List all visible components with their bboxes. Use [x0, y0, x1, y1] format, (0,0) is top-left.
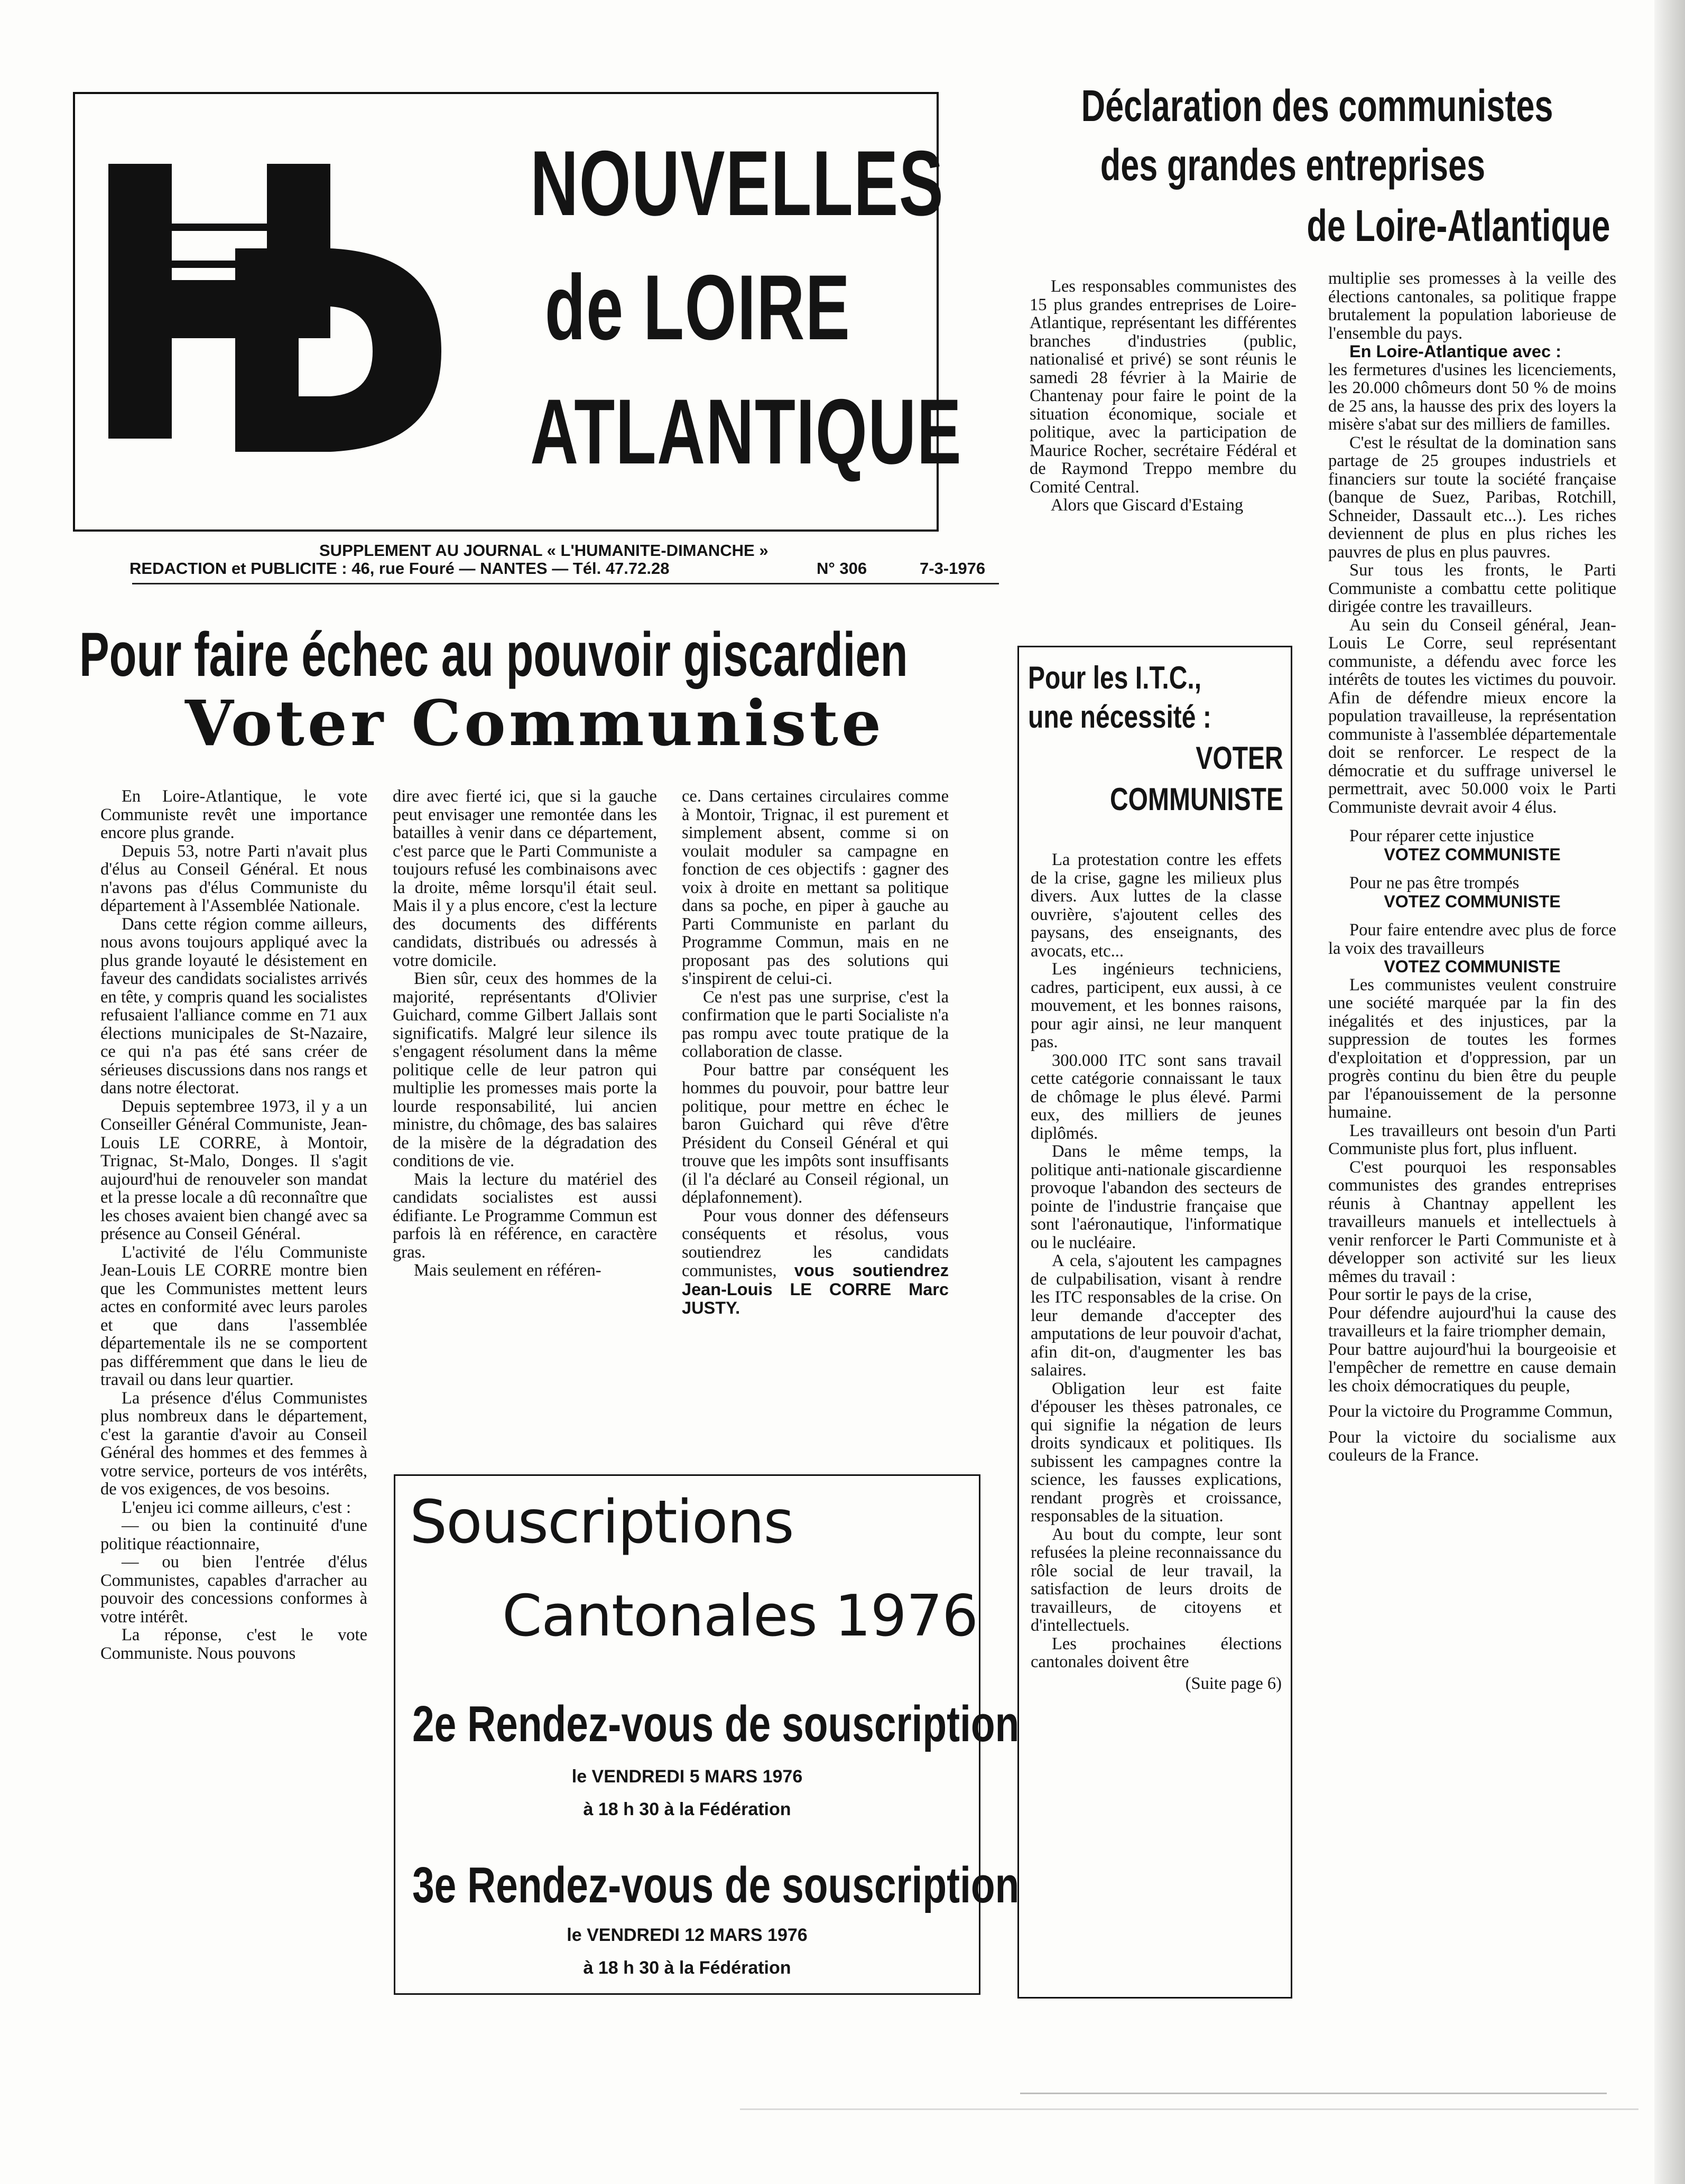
votez-communiste: VOTEZ COMMUNISTE	[1384, 844, 1561, 864]
paragraph: Au bout du compte, leur sont refusées la pleine reconnaissance du rôle social de leur travail, la satisfaction de leurs droits de travailleurs, de citoyens et d'intellectuels.	[1031, 1525, 1282, 1635]
paragraph-text: Pour vous donner des défenseurs conséquents et résolus, vous soutiendrez les candidats communistes,	[682, 1206, 949, 1280]
candidates-names: vous soutiendrez Jean-Louis LE CORRE Marc JUSTY.	[682, 1261, 949, 1317]
declaration-title-2: des grandes entreprises	[1100, 140, 1485, 190]
paragraph: Sur tous les fronts, le Parti Communiste a combattu cette politique dirigée contre les travailleurs.	[1328, 561, 1616, 616]
main-subhead: Voter Communiste	[185, 686, 885, 760]
masthead-title-2: de LOIRE	[544, 256, 851, 359]
masthead-title-1: NOUVELLES	[530, 132, 945, 235]
paragraph: La présence d'élus Communistes plus nombreux dans le département, c'est la garantie d'avoir au Conseil Général des hommes et des femmes à votre service, porteurs de vos intérêts, de vos exigences, de vos besoins.	[100, 1388, 367, 1499]
paragraph: C'est pourquoi les responsables communistes des grandes entreprises réunis à Chantnay appellent les travailleurs manuels et intellectuels à venir renforcer le Parti Communiste et à développer son activité sur les lieux mêmes du travail :	[1328, 1157, 1616, 1286]
redaction-line: REDACTION et PUBLICITE : 46, rue Fouré — NANTES — Tél. 47.72.28	[129, 559, 670, 578]
paragraph: En Loire-Atlantique, le vote Communiste revêt une importance encore plus grande.	[100, 787, 367, 842]
rdv3-place: à 18 h 30 à la Fédération	[583, 1958, 791, 1978]
declaration-column-2	[1328, 269, 1616, 1465]
paragraph: 300.000 ITC sont sans travail cette catégorie connaissant le taux de chômage le plus élevé. Parmi eux, des milliers de jeunes diplômés.	[1031, 1051, 1282, 1143]
paragraph: Pour défendre aujourd'hui la cause des travailleurs et la faire triompher demain,	[1328, 1303, 1616, 1341]
hd-logo	[108, 148, 441, 454]
masthead-rule	[132, 583, 999, 584]
paragraph: Les prochaines élections cantonales doivent être	[1031, 1634, 1282, 1671]
paragraph: L'enjeu ici comme ailleurs, c'est :	[122, 1498, 351, 1517]
itc-text	[1031, 851, 1282, 1693]
paragraph: Pour battre par conséquent les hommes du pouvoir, pour battre leur politique, pour mettre en échec le baron Guichard qui rêve d'être Président du Conseil Général et qui trouve que les impôts sont insuffisants (il l'a déclaré au Conseil régional, un déplafonnement).	[682, 1060, 949, 1207]
paragraph: Mais seulement en référen-	[414, 1261, 601, 1280]
paragraph: Ce n'est pas une surprise, c'est la confirmation que le parti Socialiste n'a pas rompu avec toute pratique de la collaboration de classe.	[682, 987, 949, 1061]
paragraph: L'activité de l'élu Communiste Jean-Louis LE CORRE montre bien que les Communistes mettent leurs actes en conformité avec leurs paroles et que dans l'assemblée départementale ils ne se comportent pas différemment que dans le lieu de travail ou dans leur quartier.	[100, 1242, 367, 1389]
paragraph: Depuis 53, notre Parti n'avait plus d'élus au Conseil Général. Et nous n'avons pas d'élus Communiste du département à l'Assemblée Nationale.	[100, 841, 367, 915]
paragraph: les fermetures d'usines les licenciements, les 20.000 chômeurs dont 50 % de moins de 25 ans, la hausse des prix des loyers la misère s'abat sur des milliers de familles.	[1328, 360, 1616, 434]
rdv2-place: à 18 h 30 à la Fédération	[583, 1799, 791, 1819]
paragraph	[682, 1207, 949, 1318]
scan-line	[740, 2108, 1638, 2110]
rdv2-title: 2e Rendez-vous de souscription	[412, 1696, 1020, 1752]
paragraph: Dans cette région comme ailleurs, nous avons toujours appliqué avec la plus grande loyauté le désistement en faveur des candidats socialistes arrivés en tête, y compris quand les socialistes refusaient l'alliance comme en 71 aux élections municipales de St-Nazaire, ce qui n'a pas été sans créer de sérieuses discussions dans nos rangs et dans notre électorat.	[100, 914, 367, 1098]
supplement-line: SUPPLEMENT AU JOURNAL « L'HUMANITE-DIMANCHE »	[319, 541, 769, 560]
souscriptions-title: Souscriptions	[410, 1488, 793, 1557]
paragraph: Les ingénieurs techniciens, cadres, participent, eux aussi, à ce mouvement, et les bonnes raisons, pour agir ainsi, ne leur manquent pas.	[1031, 960, 1282, 1052]
paragraph: multiplie ses promesses à la veille des élections cantonales, sa politique frappe brutalement la population laborieuse de l'ensemble du pays.	[1328, 269, 1616, 343]
paragraph: Pour sortir le pays de la crise,	[1328, 1285, 1532, 1304]
issue-date: 7-3-1976	[920, 559, 986, 578]
main-column-1	[100, 787, 367, 1662]
rdv2-date: le VENDREDI 5 MARS 1976	[571, 1767, 803, 1787]
page-edge	[1654, 0, 1685, 2184]
votez-communiste: VOTEZ COMMUNISTE	[1384, 957, 1561, 976]
paragraph: Mais la lecture du matériel des candidats socialistes est aussi édifiante. Le Programme Commun est parfois là en référence, en caractère gras.	[393, 1169, 657, 1262]
itc-title-2: une nécessité :	[1028, 699, 1211, 735]
paragraph: Pour ne pas être trompés	[1349, 873, 1520, 893]
masthead-title-3: ATLANTIQUE	[530, 380, 962, 484]
itc-title-3: VOTER	[1196, 740, 1283, 776]
paragraph: Pour la victoire du Programme Commun,	[1328, 1402, 1613, 1421]
paragraph: Pour faire entendre avec plus de force la voix des travailleurs	[1328, 921, 1616, 958]
paragraph: Pour la victoire du socialisme aux couleurs de la France.	[1328, 1427, 1616, 1465]
paragraph: — ou bien l'entrée d'élus Communistes, capables d'arracher au pouvoir des concessions conformes à votre intérêt.	[100, 1553, 367, 1627]
itc-title-4: COMMUNISTE	[1110, 782, 1283, 817]
main-column-3	[682, 787, 949, 1318]
rdv3-title: 3e Rendez-vous de souscription	[412, 1857, 1020, 1913]
paragraph: La protestation contre les effets de la crise, gagne les milieux plus divers. Aux luttes de la classe ouvrière, s'ajoutent celles des paysans, des enseignants, des avocats, etc...	[1031, 850, 1282, 961]
rdv3-date: le VENDREDI 12 MARS 1976	[567, 1925, 808, 1945]
paragraph: Les travailleurs ont besoin d'un Parti Communiste plus fort, plus influent.	[1328, 1121, 1616, 1158]
paragraph: dire avec fierté ici, que si la gauche peut envisager une remontée dans les batailles à venir dans ce département, c'est parce que le Parti Communiste a toujours refusé les combinaisons avec la droite, même lorsqu'il était seul. Mais il y a plus encore, c'est la lecture des documents des différents candidats, distribués ou adressés à votre domicile.	[393, 787, 657, 970]
paragraph: Au sein du Conseil général, Jean-Louis Le Corre, seul représentant communiste, a défendu avec force les intérêts de toutes les victimes du pouvoir. Afin de défendre mieux encore la population travailleuse, la représentation communiste à l'assemblée départementale doit se renforcer. Le respect de la démocratie et du suffrage universel le permettrait, avec 50.000 voix le Parti Communiste devrait avoir 4 élus.	[1328, 615, 1616, 817]
paragraph: Dans le même temps, la politique anti-nationale giscardienne provoque l'abandon des secteurs de pointe de l'industrie française que sont l'aéronautique, l'informatique ou le nucléaire.	[1031, 1142, 1282, 1252]
main-column-2	[393, 787, 657, 1280]
paragraph: Les responsables communistes des 15 plus grandes entreprises de Loire-Atlantique, représentant les différentes branches d'industries (public, nationalisé et privé) se sont réunis le samedi 28 février à la Mairie de Chantenay pour faire le point de la situation économique, sociale et politique, avec la participation de Maurice Rocher, secrétaire Fédéral et de Raymond Treppo membre du Comité Central.	[1030, 277, 1297, 497]
paragraph: Obligation leur est faite d'épouser les thèses patronales, ce qui signifie la négation de leurs droits syndicaux et politiques. Ils subissent les campagnes contre la science, les fausses explications, rendant progrès et croissance, responsables de la situation.	[1031, 1379, 1282, 1526]
paragraph: Depuis septembree 1973, il y a un Conseiller Général Communiste, Jean-Louis LE CORRE, à Montoir, Trignac, St-Malo, Donges. Il s'agit aujourd'hui de renouveler son mandat et la presse locale a dû reconnaître que les choses avaient bien changé avec sa présence au Conseil Général.	[100, 1096, 367, 1243]
paragraph: — ou bien la continuité d'une politique réactionnaire,	[100, 1516, 367, 1554]
declaration-title-3: de Loire-Atlantique	[1306, 201, 1610, 250]
souscriptions-subtitle: Cantonales 1976	[502, 1583, 978, 1649]
main-headline: Pour faire échec au pouvoir giscardien	[79, 620, 908, 690]
paragraph: Alors que Giscard d'Estaing	[1051, 496, 1244, 515]
paragraph: Pour réparer cette injustice	[1349, 826, 1534, 845]
paragraph: C'est le résultat de la domination sans partage de 25 groupes industriels et financiers sur toute la société française (banque de Suez, Paribas, Rotchill, Schneider, Dassault etc...). Les riches deviennent de plus en plus riches les pauvres de plus en plus pauvres.	[1328, 433, 1616, 562]
scan-line	[1020, 2093, 1607, 2094]
declaration-title-1: Déclaration des communistes	[1081, 81, 1553, 131]
continued-note: (Suite page 6)	[1185, 1674, 1282, 1693]
paragraph: A cela, s'ajoutent les campagnes de culpabilisation, visant à rendre les ITC responsables de la crise. On leur demande d'accepter des amputations de leur pouvoir d'achat, afin dit-on, d'augmenter les bas salaires.	[1031, 1251, 1282, 1380]
paragraph: ce. Dans certaines circulaires comme à Montoir, Trignac, il est purement et simplement absent, comme si on voulait moduler sa campagne en fonction de ces objectifs : gagner des voix à droite en mettant sa politique dans sa poche, en piper à gauche au Parti Communiste en parlant du Programme Commun, mais en ne proposant pas des solutions qui s'inspirent de celui-ci.	[682, 787, 949, 988]
paragraph: Les communistes veulent construire une société marquée par la fin des inégalités et des injustices, par la suppression de toutes les formes d'exploitation et d'oppression, par un progrès continu du bien être du peuple par l'épanouissement de la personne humaine.	[1328, 975, 1616, 1122]
paragraph: Bien sûr, ceux des hommes de la majorité, représentants d'Olivier Guichard, comme Gilbert Jallais sont significatifs. Malgré leur silence ils s'engagent résolument dans la même politique celle de leur patron qui multiplie les promesses mais porte la lourde responsabilité, lui ancien ministre, du chômage, des bas salaires de la misère de la dégradation des conditions de vie.	[393, 969, 657, 1170]
paragraph: Pour battre aujourd'hui la bourgeoisie et l'empêcher de remettre en cause demain les choix démocratiques du peuple,	[1328, 1340, 1616, 1396]
votez-communiste: VOTEZ COMMUNISTE	[1384, 891, 1561, 911]
itc-title-1: Pour les I.T.C.,	[1028, 660, 1202, 695]
declaration-column-1	[1030, 277, 1297, 515]
paragraph: La réponse, c'est le vote Communiste. Nous pouvons	[100, 1625, 367, 1663]
issue-number: N° 306	[817, 559, 867, 578]
paragraph-bold: En Loire-Atlantique avec :	[1349, 342, 1561, 361]
